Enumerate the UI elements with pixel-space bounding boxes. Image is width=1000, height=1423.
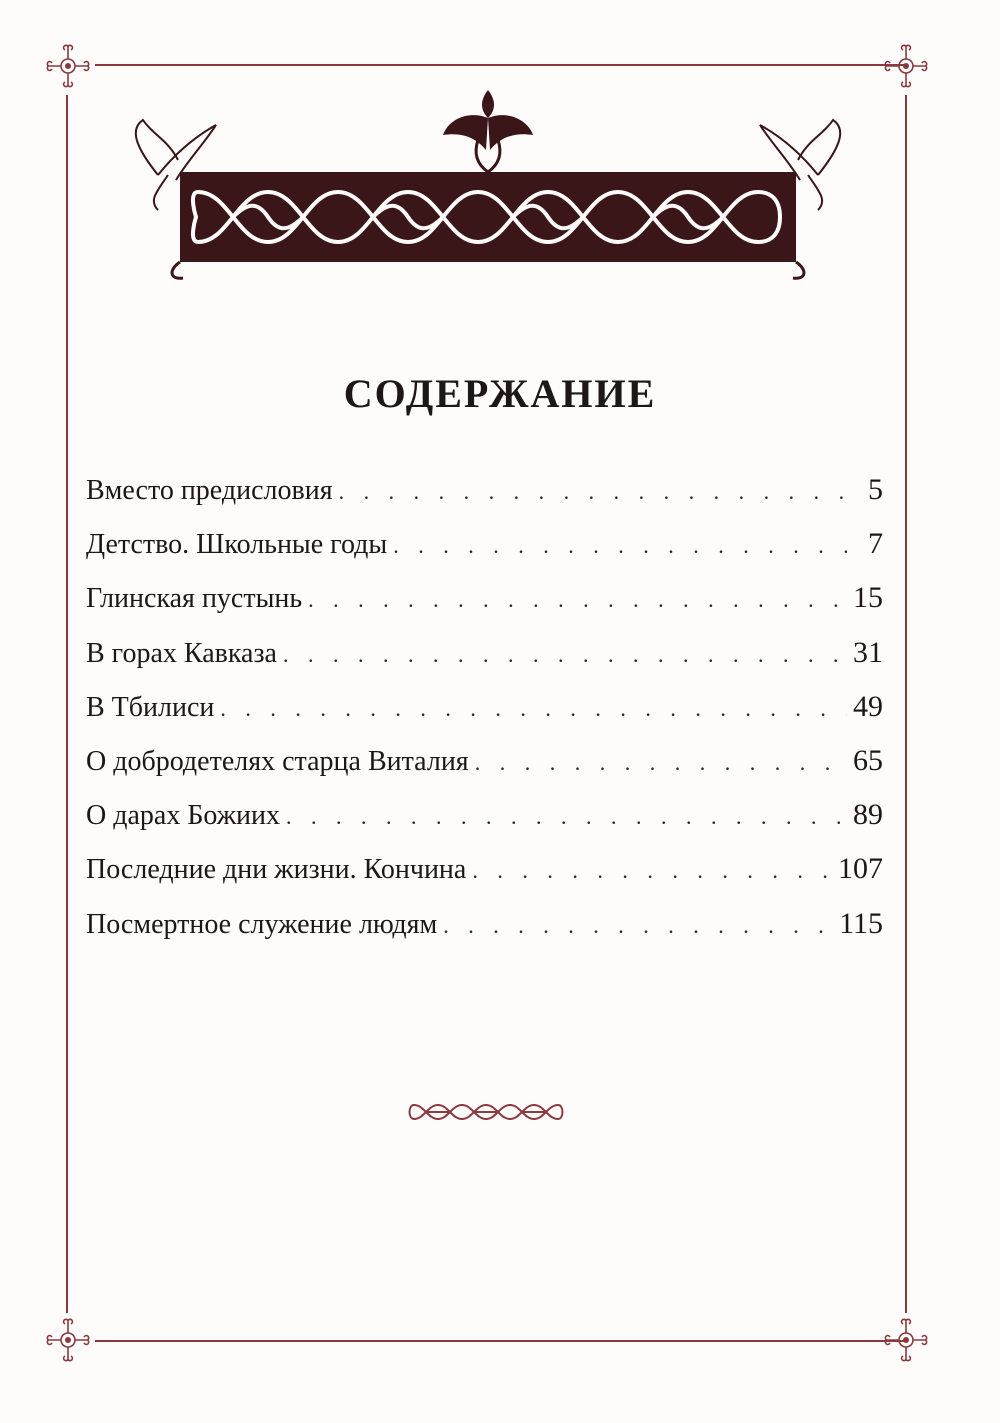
toc-entry-page: 49 <box>853 689 883 723</box>
toc-entry-title: О добродетелях старца Виталия <box>86 745 469 777</box>
frame-bottom-line <box>95 1340 905 1342</box>
toc-entry[interactable] <box>86 631 883 685</box>
toc-entry-page: 31 <box>853 635 883 669</box>
fleuron-corner-icon <box>878 38 934 94</box>
leader-dots <box>286 795 847 839</box>
toc-entry-title: Посмертное служение людям <box>86 908 438 940</box>
toc-entry-title: Глинская пустынь <box>86 583 303 615</box>
toc-entry[interactable] <box>86 793 883 847</box>
toc-entry-page: 7 <box>868 527 883 561</box>
toc-entry-title: Детство. Школьные годы <box>86 529 388 561</box>
toc-entry-page: 107 <box>838 852 883 886</box>
toc-entry[interactable] <box>86 685 883 739</box>
leader-dots <box>472 849 832 893</box>
toc-entry-page: 89 <box>853 798 883 832</box>
toc-entry-title: О дарах Божиих <box>86 800 281 832</box>
toc-entry[interactable] <box>86 522 883 576</box>
toc-entry[interactable] <box>86 576 883 630</box>
frame-left-line <box>66 95 68 1313</box>
celtic-knot-headpiece <box>118 80 858 290</box>
page-title: СОДЕРЖАНИЕ <box>343 371 657 416</box>
celtic-knot-tailpiece <box>408 1098 564 1126</box>
leader-dots <box>339 470 847 514</box>
toc-entry-title: Вместо предисловия <box>86 475 333 506</box>
leader-dots <box>475 741 847 785</box>
leader-dots <box>220 687 847 731</box>
toc-entry[interactable] <box>86 468 883 522</box>
leader-dots <box>393 524 847 568</box>
toc-entry[interactable] <box>86 902 883 956</box>
frame-right-line <box>905 95 907 1313</box>
fleuron-corner-icon <box>878 1312 934 1368</box>
toc-entry[interactable] <box>86 739 883 793</box>
frame-top-line <box>95 64 905 66</box>
toc-entry-title: В горах Кавказа <box>86 637 277 669</box>
toc-entry-page: 65 <box>853 743 883 777</box>
toc-entry-page: 15 <box>853 581 883 615</box>
fleuron-corner-icon <box>40 38 96 94</box>
table-of-contents <box>86 468 883 956</box>
toc-entry[interactable] <box>86 847 883 901</box>
toc-entry-page: 115 <box>839 906 883 940</box>
toc-entry-title: Последние дни жизни. Кончина <box>86 854 467 886</box>
leader-dots <box>283 633 847 677</box>
toc-entry-title: В Тбилиси <box>86 691 215 723</box>
fleuron-corner-icon <box>40 1312 96 1368</box>
leader-dots <box>443 904 833 948</box>
toc-entry-page: 5 <box>868 473 883 506</box>
leader-dots <box>308 578 847 622</box>
